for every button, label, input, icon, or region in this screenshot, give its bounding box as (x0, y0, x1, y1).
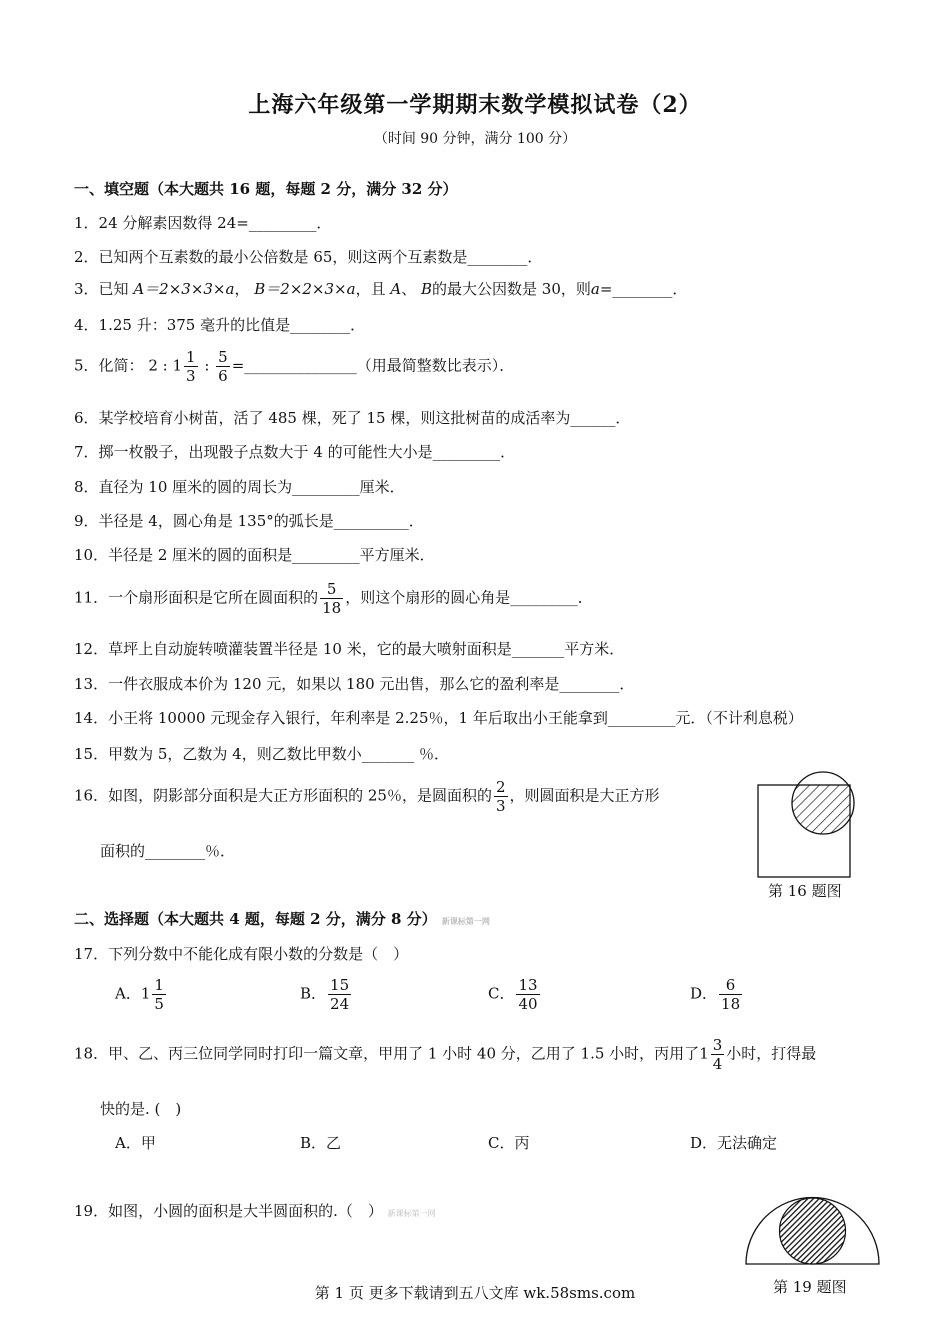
q17-b-num: 15 (330, 976, 350, 994)
q17-a-label: A． (115, 984, 141, 1003)
q11-fraction (320, 580, 343, 617)
q3-tail: 的最大公因数是 30，则 (432, 280, 591, 298)
q16-fraction (494, 778, 508, 815)
q5-ratio: 2 : 1 (148, 356, 183, 375)
q5-tail: =_______________（用最简整数比表示）． (231, 356, 515, 375)
question-12: 12．草坪上自动旋转喷灌装置半径是 10 米，它的最大喷射面积是_______平方米． (74, 640, 625, 658)
q11-prefix: 11．一个扇形面积是它所在圆面积的 (74, 588, 319, 607)
q17-option-c (488, 976, 542, 1013)
question-9: 9．半径是 4，圆心角是 135°的弧长是__________． (74, 512, 424, 530)
q17-b-label: B． (300, 984, 327, 1003)
q16-den: 3 (495, 797, 506, 815)
q16-prefix: 16．如图，阴影部分面积是大正方形面积的 25％，是圆面积的 (74, 786, 492, 805)
question-4: 4．1.25 升：375 毫升的比值是________． (74, 316, 366, 334)
section2-heading: 二、选择题（本大题共 4 题，每题 2 分，满分 8 分） 新课标第一网 (74, 910, 490, 928)
q17-option-d (690, 976, 744, 1013)
figure-19-caption: 第 19 题图 (773, 1278, 847, 1296)
q17-a-whole: 1 (140, 984, 151, 1003)
q17-d-den: 18 (721, 995, 741, 1013)
exam-info: （时间 90 分钟，满分 100 分） (373, 131, 577, 147)
q3-expr-a: A＝2×3×3×a (133, 280, 235, 298)
watermark-1: 新课标第一网 (441, 916, 490, 926)
q18-option-b: B．乙 (300, 1134, 342, 1152)
q3-var-lower-a: a (590, 280, 600, 298)
watermark-2: 新课标第一网 (387, 1209, 436, 1218)
question-16-line2: 面积的________％． (100, 842, 236, 860)
q16-tail: ，则圆面积是大正方形 (509, 786, 660, 805)
question-18 (74, 1036, 816, 1073)
q18-option-c: C．丙 (488, 1134, 530, 1152)
q17-d-num: 6 (719, 976, 742, 995)
question-13: 13．一件衣服成本价为 120 元，如果以 180 元出售，那么它的盈利率是________． (74, 675, 635, 693)
q17-b-fraction (328, 976, 351, 1013)
figure-19 (740, 1192, 885, 1270)
q5-fraction-2 (216, 348, 230, 385)
q3-prefix: 3．已知 (74, 280, 129, 298)
figure-16-caption: 第 16 题图 (768, 882, 842, 900)
q17-option-b (300, 976, 353, 1013)
question-7: 7．掷一枚骰子，出现骰子点数大于 4 的可能性大小是_________． (74, 443, 516, 461)
q18-num: 3 (712, 1036, 723, 1054)
question-5 (74, 348, 514, 385)
section1-heading: 一、填空题（本大题共 16 题，每题 2 分，满分 32 分） (74, 180, 458, 198)
q3-expr-b: B＝2×2×3×a (254, 280, 356, 298)
question-1: 1．24 分解素因数得 24=_________． (74, 214, 332, 232)
question-6: 6．某学校培育小树苗，活了 485 棵，死了 15 棵，则这批树苗的成活率为______． (74, 409, 631, 427)
question-10: 10．半径是 2 厘米的圆的面积是_________平方厘米． (74, 546, 435, 564)
q5-f1-num: 1 (186, 348, 196, 366)
question-16 (74, 778, 660, 815)
q3-var-b: B (421, 280, 433, 298)
q3-var-a: A (390, 280, 402, 298)
question-8: 8．直径为 10 厘米的圆的周长为_________厘米． (74, 478, 405, 496)
q3-sep: ， (234, 280, 250, 298)
question-15: 15．甲数为 5，乙数为 4，则乙数比甲数小_______ ％． (74, 745, 449, 763)
q18-tail: 小时，打得最 (726, 1044, 817, 1063)
q19-stem: 19．如图，小圆的面积是大半圆面积的.（ ） (74, 1202, 383, 1220)
q3-dun: 、 (401, 280, 417, 298)
question-14: 14．小王将 10000 元现金存入银行，年利率是 2.25％，1 年后取出小王能拿到_________元．（不计利息税） (74, 709, 803, 727)
question-11 (74, 580, 593, 617)
q18-fraction (711, 1036, 725, 1073)
q18-stem: 18．甲、乙、丙三位同学同时打印一篇文章，甲用了 1 小时 40 分，乙用了 1.5 小时，丙用了 (74, 1044, 700, 1063)
question-2: 2．已知两个互素数的最小公倍数是 65，则这两个互素数是________． (74, 248, 543, 266)
q18-option-a: A．甲 (115, 1134, 156, 1152)
q17-a-num: 1 (154, 976, 164, 994)
q18-whole: 1 (699, 1044, 709, 1063)
question-17: 17．下列分数中不能化成有限小数的分数是（ ） (74, 945, 409, 963)
q11-num: 5 (320, 580, 343, 599)
q5-fraction-1 (184, 348, 198, 385)
question-19 (74, 1200, 436, 1221)
q18-den: 4 (712, 1055, 723, 1073)
q18-option-d: D．无法确定 (690, 1134, 778, 1152)
q11-den: 18 (322, 599, 342, 617)
q5-f2-den: 6 (218, 367, 228, 385)
question-18-line2: 快的是. ( ) (100, 1100, 182, 1118)
q17-d-fraction (719, 976, 742, 1013)
q5-f1-den: 3 (186, 367, 196, 385)
q11-tail: ，则这个扇形的圆心角是_________． (345, 588, 593, 607)
page-footer: 第 1 页 更多下载请到五八文库 wk.58sms.com (314, 1284, 636, 1302)
figure-16 (750, 765, 860, 880)
q5-f2-num: 5 (218, 348, 228, 366)
q17-c-num: 13 (518, 976, 538, 994)
small-circle (780, 1198, 846, 1264)
q3-end: =________． (599, 280, 688, 298)
q17-c-den: 40 (518, 995, 538, 1013)
q17-a-den: 5 (154, 995, 164, 1013)
q3-mid: ，且 (355, 280, 386, 298)
q5-colon: : (199, 356, 215, 375)
q17-c-fraction (516, 976, 539, 1013)
q5-prefix: 5．化简： (74, 356, 144, 375)
q17-b-den: 24 (330, 995, 350, 1013)
q17-option-a (115, 976, 168, 1013)
question-3 (74, 278, 687, 299)
q16-num: 2 (495, 778, 506, 796)
page-title: 上海六年级第一学期期末数学模拟试卷（2） (248, 92, 702, 118)
q17-d-label: D． (690, 984, 718, 1003)
q17-c-label: C． (488, 984, 515, 1003)
q17-a-fraction (152, 976, 166, 1013)
